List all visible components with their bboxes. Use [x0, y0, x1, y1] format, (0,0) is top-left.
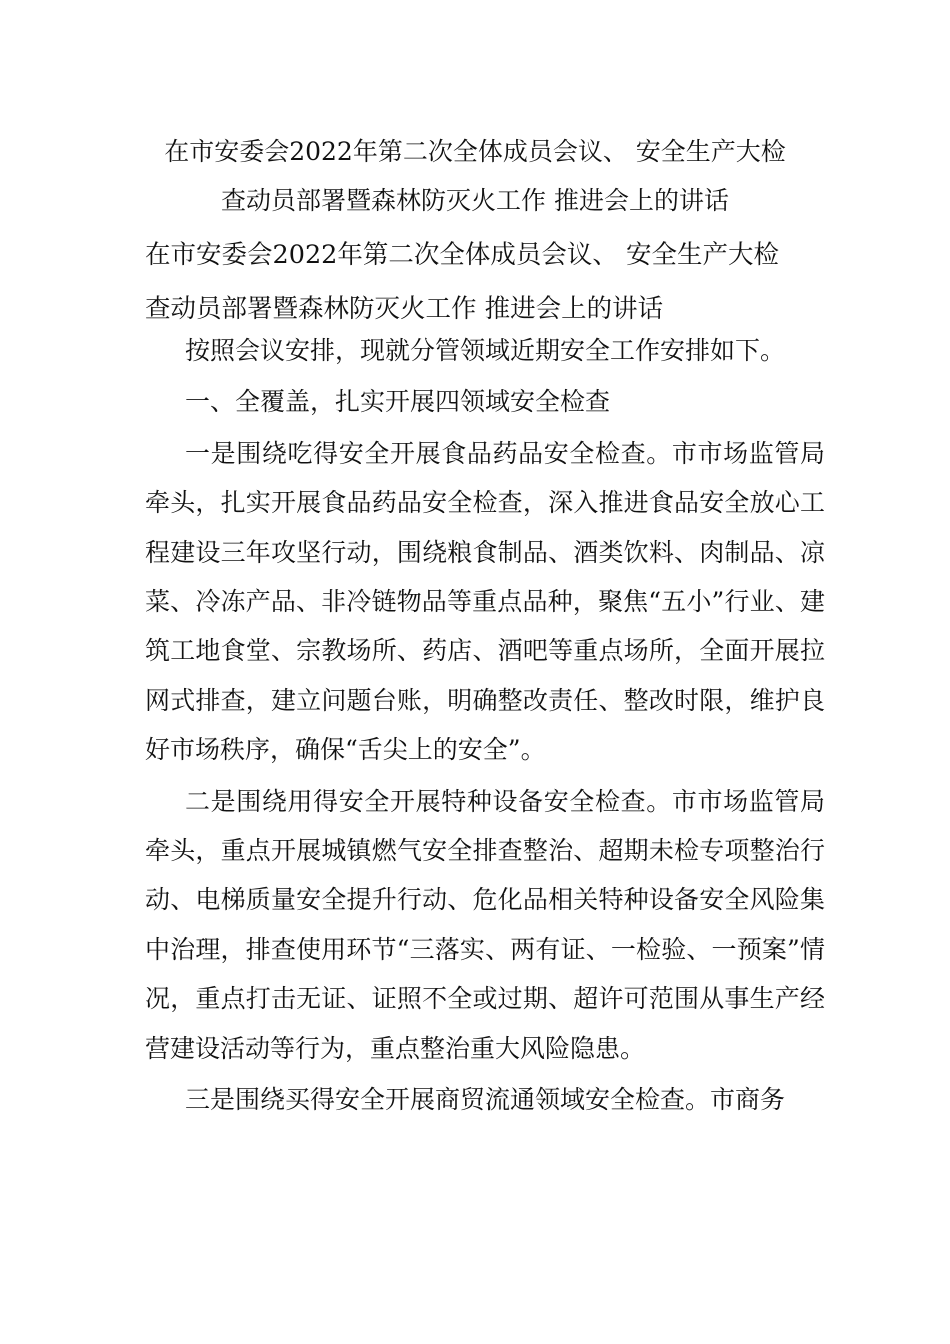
paragraph-special-equipment-safety: 二是围绕用得安全开展特种设备安全检查。市市场监管局牵头，重点开展城镇燃气安全排查整治、超期未检专项整治行动、电梯质量安全提升行动、危化品相关特种设备安全风险集中治理，排查使用环节“三落实、两有证、一检验、一预案”情况，重点打击无证、证照不全或过期、超许可范围从事生产经营建设活动等行为，重点整治重大风险隐患。	[145, 786, 825, 1063]
document-title-line-2: 查动员部署暨森林防灭火工作 推进会上的讲话	[221, 186, 729, 215]
repeated-title-line-2: 查动员部署暨森林防灭火工作 推进会上的讲话	[145, 294, 664, 324]
repeated-title-block	[145, 228, 825, 336]
paragraph-commerce-safety: 三是围绕买得安全开展商贸流通领域安全检查。市商务	[185, 1085, 786, 1115]
section-heading: 一、全覆盖，扎实开展四领域安全检查	[185, 387, 611, 417]
paragraph-food-drug-safety: 一是围绕吃得安全开展食品药品安全检查。市市场监管局牵头，扎实开展食品药品安全检查，深入推进食品安全放心工程建设三年攻坚行动，围绕粮食制品、酒类饮料、肉制品、凉菜、冷冻产品、非冷链物品等重点品种，聚焦“五小”行业、建筑工地食堂、宗教场所、药店、酒吧等重点场所，全面开展拉网式排查，建立问题台账，明确整改责任、整改时限，维护良好市场秩序，确保“舌尖上的安全”。	[145, 438, 825, 765]
repeated-title-line-1: 在市安委会2022年第二次全体成员会议、 安全生产大检	[145, 240, 780, 270]
document-title-line-1: 在市安委会2022年第二次全体成员会议、 安全生产大检	[164, 137, 786, 166]
intro-paragraph: 按照会议安排，现就分管领域近期安全工作安排如下。	[185, 336, 786, 365]
document-body	[145, 326, 825, 1125]
